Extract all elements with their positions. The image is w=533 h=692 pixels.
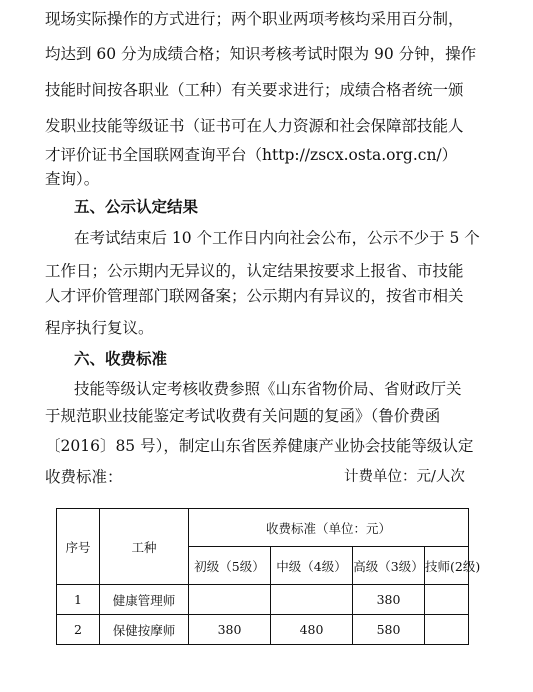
table-cell-fee bbox=[425, 615, 469, 645]
paragraph-line: 工作日；公示期内无异议的，认定结果按要求上报省、市技能 bbox=[45, 262, 464, 280]
paragraph-line: 发职业技能等级证书（证书可在人力资源和社会保障部技能人 bbox=[45, 117, 464, 135]
paragraph-line: 技能等级认定考核收费参照《山东省物价局、省财政厅关 bbox=[74, 380, 462, 398]
table-row bbox=[57, 585, 469, 615]
paragraph-line: 现场实际操作的方式进行；两个职业两项考核均采用百分制， bbox=[45, 10, 464, 28]
paragraph-line: 收费标准： bbox=[45, 468, 123, 486]
fee-table bbox=[56, 508, 481, 645]
table-cell-fee: 380 bbox=[353, 585, 425, 615]
fee-unit-note: 计费单位：元/人次 bbox=[344, 469, 465, 485]
section-heading-fees: 六、收费标准 bbox=[74, 350, 168, 368]
paragraph-line: 技能时间按各职业（工种）有关要求进行；成绩合格者统一颁 bbox=[45, 81, 464, 99]
column-header-level: 中级（4级） bbox=[271, 547, 353, 585]
paragraph-line: 在考试结束后 10 个工作日内向社会公布，公示不少于 5 个 bbox=[74, 229, 480, 247]
paragraph-line: 均达到 60 分为成绩合格；知识考核考试时限为 90 分钟，操作 bbox=[45, 45, 477, 63]
table-cell-fee bbox=[425, 585, 469, 615]
table-cell-fee: 480 bbox=[271, 615, 353, 645]
paragraph-line: 程序执行复议。 bbox=[45, 319, 154, 337]
paragraph-line: 人才评价管理部门联网备案；公示期内有异议的，按省市相关 bbox=[45, 287, 464, 305]
table-row bbox=[57, 615, 469, 645]
table-cell-fee: 380 bbox=[189, 615, 271, 645]
paragraph-line: 查询）。 bbox=[45, 170, 100, 188]
column-header-level: 技师(2级) bbox=[425, 547, 469, 585]
table-cell-seq: 1 bbox=[57, 585, 100, 615]
table-cell-fee bbox=[189, 585, 271, 615]
column-header-seq: 序号 bbox=[57, 509, 100, 585]
column-header-type: 工种 bbox=[100, 509, 189, 585]
table-cell-type: 保健按摩师 bbox=[100, 615, 189, 645]
table-cell-seq: 2 bbox=[57, 615, 100, 645]
paragraph-line: 才评价证书全国联网查询平台（http://zscx.osta.org.cn/） bbox=[45, 146, 458, 164]
paragraph-line: 〔2016〕85 号），制定山东省医养健康产业协会技能等级认定 bbox=[45, 437, 474, 455]
table-cell-type: 健康管理师 bbox=[100, 585, 189, 615]
section-heading-publicity: 五、公示认定结果 bbox=[74, 198, 199, 216]
table-cell-fee bbox=[271, 585, 353, 615]
column-group-header-fee: 收费标准（单位：元） bbox=[189, 509, 469, 547]
paragraph-line: 于规范职业技能鉴定考试收费有关问题的复函》（鲁价费函 bbox=[45, 407, 441, 425]
column-header-level: 初级（5级） bbox=[189, 547, 271, 585]
table-cell-fee: 580 bbox=[353, 615, 425, 645]
column-header-level: 高级（3级） bbox=[353, 547, 425, 585]
